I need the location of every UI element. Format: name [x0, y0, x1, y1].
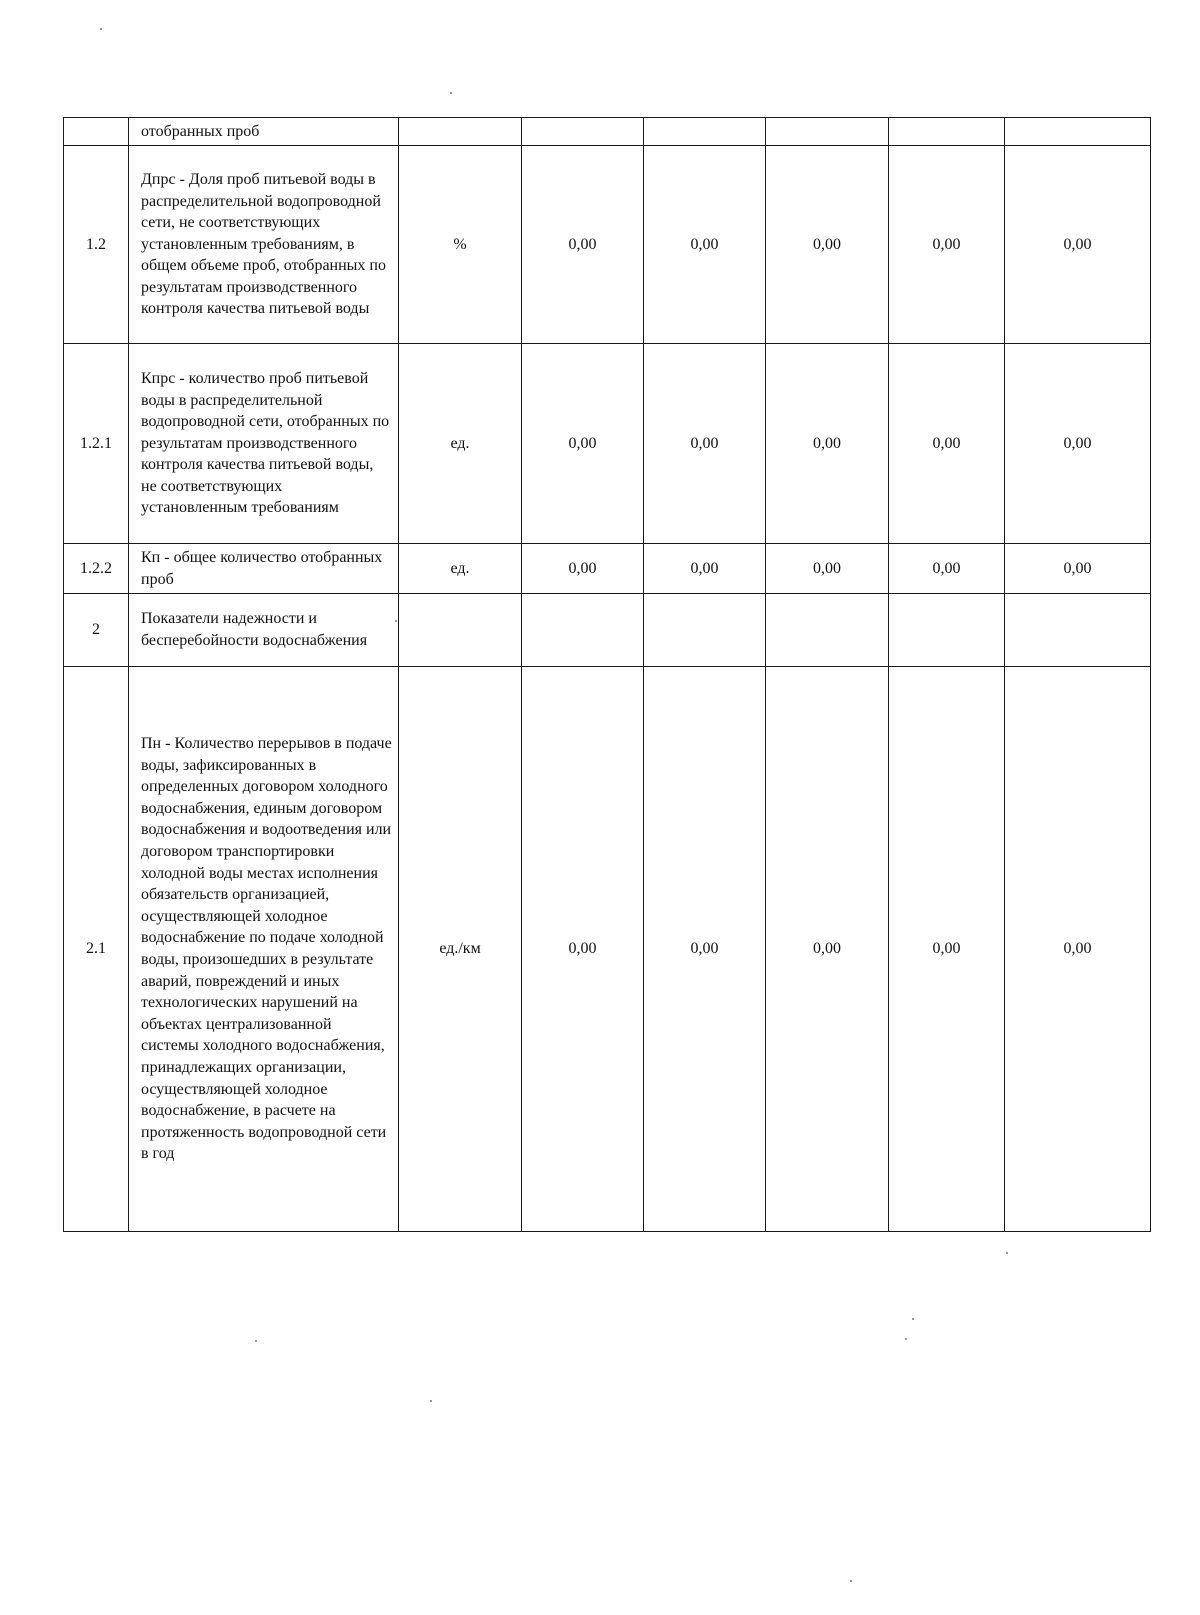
row-value: 0,00 [889, 146, 1005, 344]
row-value: 0,00 [522, 344, 644, 544]
indicators-table [63, 117, 1151, 1232]
row-value: 0,00 [766, 146, 889, 344]
row-value: 0,00 [644, 146, 766, 344]
row-value [644, 118, 766, 146]
table-row [64, 667, 1151, 1232]
row-value [1005, 118, 1151, 146]
scan-speck [1006, 1252, 1008, 1254]
row-value [522, 594, 644, 667]
row-value [1005, 594, 1151, 667]
row-unit: ед. [399, 544, 522, 594]
row-value: 0,00 [522, 667, 644, 1232]
row-value: 0,00 [1005, 344, 1151, 544]
row-description: отобранных проб [129, 118, 399, 146]
table-row [64, 118, 1151, 146]
row-value [522, 118, 644, 146]
row-value: 0,00 [522, 544, 644, 594]
row-value: 0,00 [889, 544, 1005, 594]
row-unit [399, 118, 522, 146]
row-description: Показатели надежности и бесперебойности водоснабжения [129, 594, 399, 667]
scan-speck [905, 1338, 907, 1340]
row-value [889, 118, 1005, 146]
row-unit [399, 594, 522, 667]
scan-speck [100, 28, 102, 30]
row-number: 1.2.1 [64, 344, 129, 544]
row-value [889, 594, 1005, 667]
row-unit: % [399, 146, 522, 344]
row-number [64, 118, 129, 146]
row-description: Кп - общее количество отобранных проб [129, 544, 399, 594]
table-row [64, 146, 1151, 344]
row-description: Дпрс - Доля проб питьевой воды в распределительной водопроводной сети, не соответствующих установленным требованиям, в общем объеме проб, отобранных по результатам производственного контроля качества питьевой воды [129, 146, 399, 344]
row-description: Кпрс - количество проб питьевой воды в распределительной водопроводной сети, отобранных по результатам производственного контроля качества питьевой воды, не соответствующих установленным требованиям [129, 344, 399, 544]
row-value: 0,00 [766, 544, 889, 594]
row-number: 1.2 [64, 146, 129, 344]
row-value: 0,00 [889, 344, 1005, 544]
scan-speck [912, 1318, 914, 1320]
row-number: 2.1 [64, 667, 129, 1232]
table-row [64, 544, 1151, 594]
row-value: 0,00 [766, 344, 889, 544]
table-row [64, 344, 1151, 544]
row-value: 0,00 [1005, 667, 1151, 1232]
table-row [64, 594, 1151, 667]
row-value [766, 118, 889, 146]
scan-speck [395, 620, 397, 622]
row-value: 0,00 [644, 667, 766, 1232]
row-description: Пн - Количество перерывов в подаче воды, зафиксированных в определенных договором холодного водоснабжения, единым договором водоснабжения и водоотведения или договором транспортировки холодной воды местах исполнения обязательств организацией, осуществляющей холодное водоснабжение по подаче холодной воды, произошедших в результате аварий, повреждений и иных технологических нарушений на объектах централизованной системы холодного водоснабжения, принадлежащих организации, осуществляющей холодное водоснабжение, в расчете на протяженность водопроводной сети в год [129, 667, 399, 1232]
row-value: 0,00 [1005, 146, 1151, 344]
row-value: 0,00 [889, 667, 1005, 1232]
row-unit: ед. [399, 344, 522, 544]
row-unit: ед./км [399, 667, 522, 1232]
scan-speck [850, 1580, 852, 1582]
scan-speck [430, 1400, 432, 1402]
row-number: 1.2.2 [64, 544, 129, 594]
row-value: 0,00 [644, 544, 766, 594]
row-value [644, 594, 766, 667]
row-number: 2 [64, 594, 129, 667]
row-value: 0,00 [522, 146, 644, 344]
row-value: 0,00 [644, 344, 766, 544]
row-value: 0,00 [766, 667, 889, 1232]
scan-speck [450, 92, 452, 94]
scan-speck [255, 1340, 257, 1342]
row-value: 0,00 [1005, 544, 1151, 594]
row-value [766, 594, 889, 667]
